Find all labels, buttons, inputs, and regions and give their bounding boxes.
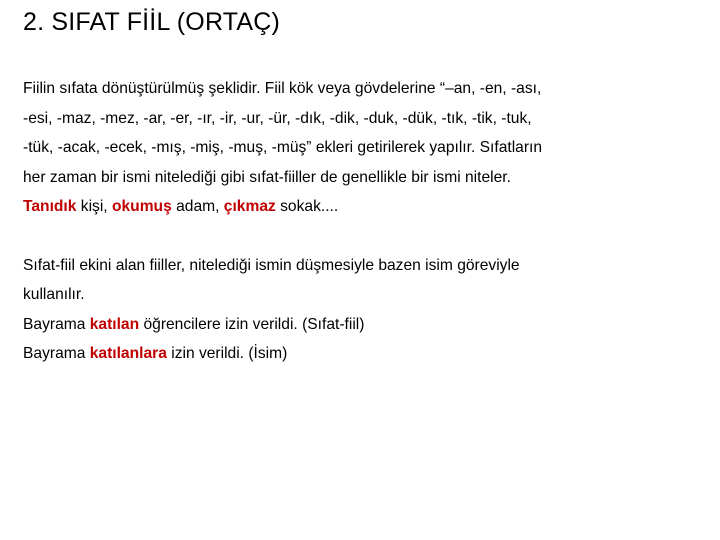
definition-line-1: Fiilin sıfata dönüştürülmüş şeklidir. Fiil kök veya gövdelerine “–an, -en, -ası,	[23, 80, 542, 97]
example-line	[23, 192, 703, 222]
usage-line-2: kullanılır.	[23, 286, 85, 303]
definition-paragraph	[23, 74, 703, 222]
usage-example-1	[23, 310, 703, 340]
paragraph-spacer	[23, 222, 703, 251]
usage-example-1-after: öğrencilere izin verildi. (Sıfat-fiil)	[139, 315, 365, 333]
usage-paragraph	[23, 251, 703, 369]
slide-title: 2. SIFAT FİİL (ORTAÇ)	[23, 8, 281, 36]
usage-example-1-before: Bayrama	[23, 315, 90, 333]
definition-line-4: her zaman bir ismi nitelediği gibi sıfat-fiiller de genellikle bir ismi niteler.	[23, 168, 511, 186]
example-text-3: sokak....	[275, 198, 339, 215]
slide-body	[23, 74, 703, 369]
usage-example-2-after: izin verildi. (İsim)	[166, 345, 288, 362]
usage-example-2-word: katılanlara	[89, 345, 167, 362]
usage-line-1: Sıfat-fiil ekini alan fiiller, nitelediği ismin düşmesiyle bazen isim göreviyle	[23, 256, 520, 274]
example-word-tanidik: Tanıdık	[23, 198, 77, 215]
example-word-okumus: okumuş	[111, 198, 172, 215]
example-text-1: kişi,	[76, 198, 112, 215]
definition-line-2: -esi, -maz, -mez, -ar, -er, -ır, -ir, -ur, -ür, -dık, -dik, -duk, -dük, -tık, -tik, -tuk,	[23, 109, 532, 127]
example-text-2: adam,	[171, 198, 224, 215]
example-word-cikmaz: çıkmaz	[223, 198, 276, 215]
usage-example-1-word: katılan	[89, 315, 140, 333]
definition-line-3: -tük, -acak, -ecek, -mış, -miş, -muş, -müş” ekleri getirilerek yapılır. Sıfatların	[23, 139, 543, 156]
usage-example-2-before: Bayrama	[23, 345, 90, 362]
usage-example-2	[23, 339, 703, 369]
